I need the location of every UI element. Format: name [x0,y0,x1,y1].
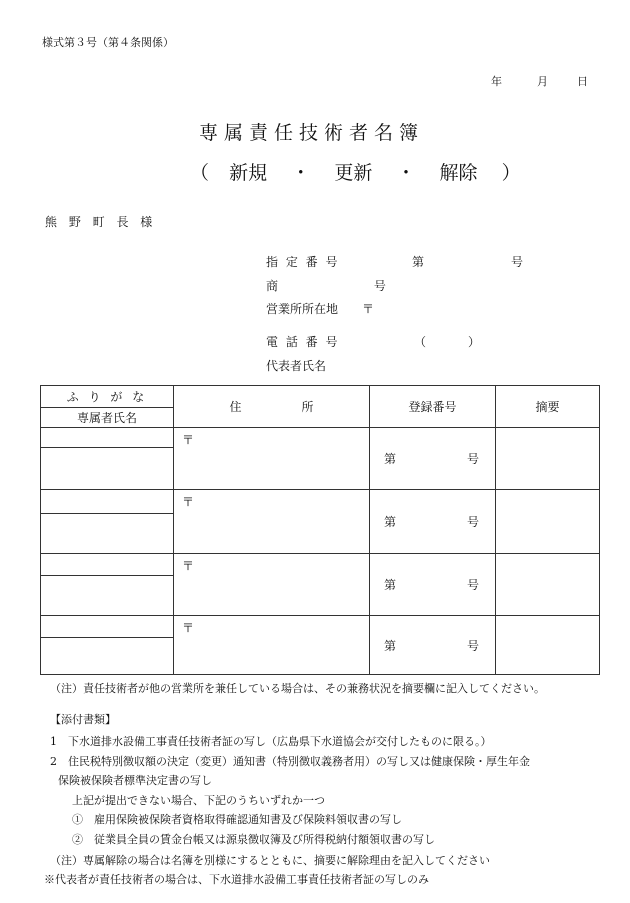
alternative-intro: 上記が提出できない場合、下記のうちいずれか一つ [72,794,325,807]
separator-dot: ・ [396,162,416,184]
attachment-item-2: 2 住民税特別徴収額の決定（変更）通知書（特別徴収義務者用）の写し又は健康保険・厚生年金 [50,755,530,768]
option-renew[interactable]: 更新 [334,162,373,184]
furigana-cell[interactable] [41,554,174,576]
address-cell[interactable]: 〒 [174,554,370,616]
name-cell[interactable] [41,448,174,490]
representative-label: 代表者氏名 [266,359,327,373]
designation-label: 指 定 番 号 [266,255,340,269]
separator-dot: ・ [291,162,311,184]
technician-table [40,385,600,675]
header-furigana: ふ り が な [41,386,174,408]
phone-paren-close: ） [468,335,481,349]
attachments-heading: 【添付書類】 [50,713,116,726]
office-address-label: 営業所所在地 [266,302,339,316]
name-cell[interactable] [41,638,174,675]
table-note: （注）責任技術者が他の営業所を兼任している場合は、その兼務状況を摘要欄に記入してください。 [50,682,545,695]
name-cell[interactable] [41,514,174,554]
phone-paren-open: （ [414,335,427,349]
addressee: 熊 野 町 長 様 [45,215,157,229]
address-cell[interactable]: 〒 [174,490,370,554]
header-registration: 登録番号 [370,386,496,428]
date-year: 年 [491,75,502,88]
cancel-note: （注）専属解除の場合は名簿を別様にするとともに、摘要に解除理由を記入してください [50,854,490,867]
paren-close: ） [501,162,521,184]
registration-cell[interactable]: 第 号 [370,490,496,554]
address-cell[interactable]: 〒 [174,616,370,675]
option-new[interactable]: 新規 [229,162,268,184]
designation-suffix: 号 [511,255,524,269]
remarks-cell[interactable] [496,428,600,490]
registration-cell[interactable]: 第 号 [370,554,496,616]
date-line [491,73,588,89]
trade-name-label: 商 号 [266,279,432,293]
phone-label: 電 話 番 号 [266,335,340,349]
date-month: 月 [537,75,548,88]
registration-cell[interactable]: 第 号 [370,428,496,490]
furigana-cell[interactable] [41,616,174,638]
name-cell[interactable] [41,576,174,616]
postal-mark: 〒 [362,302,375,316]
furigana-cell[interactable] [41,428,174,448]
page-title: 専属責任技術者名簿 [199,122,425,144]
header-remarks: 摘要 [496,386,600,428]
remarks-cell[interactable] [496,554,600,616]
representative-note: ※代表者が責任技術者の場合は、下水道排水設備工事責任技術者証の写しのみ [44,873,429,886]
registration-cell[interactable]: 第 号 [370,616,496,675]
form-type-selector [190,158,521,185]
attachment-item-1: 1 下水道排水設備工事責任技術者証の写し（広島県下水道協会が交付したものに限る。） [50,735,492,748]
designation-prefix: 第 [412,255,425,269]
option-cancel[interactable]: 解除 [439,162,478,184]
attachment-item-2-cont: 保険被保険者標準決定書の写し [58,774,212,787]
header-name: 専属者氏名 [41,408,174,428]
alternative-2: ② 従業員全員の賃金台帳又は源泉徴収簿及び所得税納付額領収書の写し [72,833,435,846]
furigana-cell[interactable] [41,490,174,514]
remarks-cell[interactable] [496,616,600,675]
header-address: 住 所 [174,386,370,428]
remarks-cell[interactable] [496,490,600,554]
form-number: 様式第３号（第４条関係） [42,36,174,49]
alternative-1: ① 雇用保険被保険者資格取得確認通知書及び保険料領収書の写し [72,813,402,826]
paren-open: （ [190,162,210,184]
date-day: 日 [577,75,588,88]
address-cell[interactable]: 〒 [174,428,370,490]
